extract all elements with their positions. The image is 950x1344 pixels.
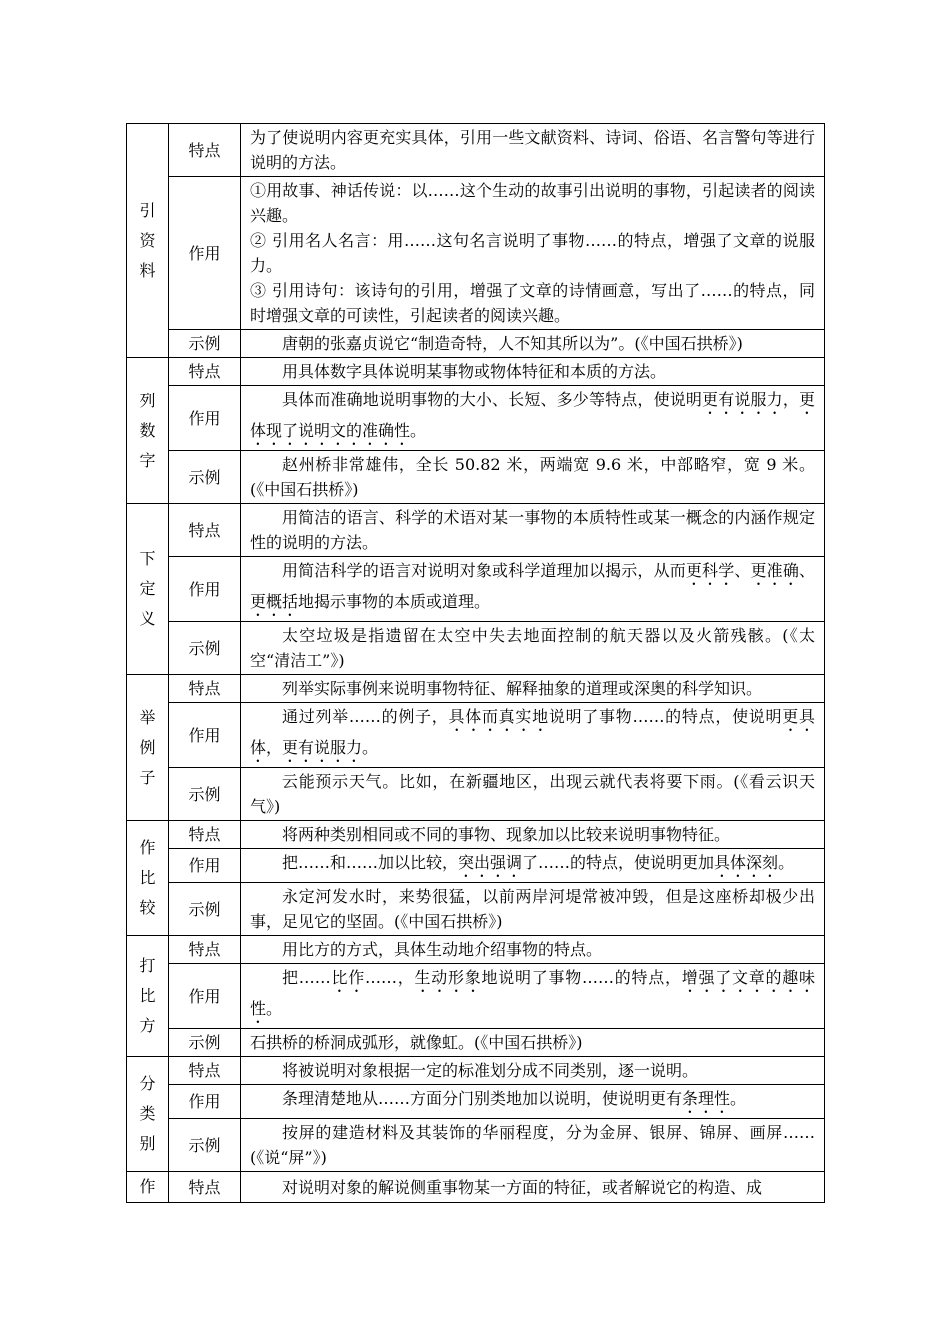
content-paragraph: [250, 937, 815, 962]
table-row: [127, 1119, 825, 1172]
table-row: [127, 622, 825, 675]
emphasized-text: 比作: [330, 968, 365, 987]
table-row: [127, 768, 825, 821]
emphasized-text: 更具体，更有说服力: [250, 707, 815, 757]
text-segment: 将被说明对象根据一定的标准划分成不同类别，逐一说明。: [282, 1061, 699, 1080]
function-label: 作用: [169, 557, 241, 622]
text-segment: 说明了事物……的特点，使说明: [548, 707, 783, 726]
text-segment: 通过列举……的例子，: [282, 707, 449, 726]
method-category-cell: [127, 936, 169, 1057]
emphasized-text: 突出强调: [458, 853, 523, 872]
table-row: [127, 177, 825, 330]
text-segment: 按屏的建造材料及其装饰的华丽程度，分为金屏、银屏、锦屏、画屏……(《说“屏”》): [250, 1123, 815, 1167]
feature-label: 特点: [169, 1057, 241, 1085]
emphasized-text: 增强了文章的趣味性: [250, 968, 815, 1018]
text-segment: ①用故事、神话传说：以……这个生动的故事引出说明的事物，引起读者的阅读兴趣。: [250, 181, 815, 225]
text-segment: 唐朝的张嘉贞说它“制造奇特，人不知其所以为”。(《中国石拱桥》): [282, 334, 743, 353]
function-label: 作用: [169, 177, 241, 330]
function-content: [241, 557, 825, 622]
example-content: [241, 330, 825, 358]
table-row: [127, 124, 825, 177]
feature-content: [241, 936, 825, 964]
method-name: 下定义: [139, 549, 156, 628]
content-paragraph: [250, 704, 815, 766]
feature-label: 特点: [169, 124, 241, 177]
method-category-cell: [127, 124, 169, 358]
table-row: [127, 703, 825, 768]
feature-label: 特点: [169, 504, 241, 557]
text-segment: 。: [362, 738, 379, 757]
feature-content: [241, 358, 825, 386]
example-label: 示例: [169, 622, 241, 675]
emphasized-text: 更有说服力，更体现了说明文的准确性: [250, 390, 815, 440]
method-name: 举例子: [139, 707, 156, 787]
content-paragraph: [250, 884, 815, 934]
example-label: 示例: [169, 451, 241, 504]
content-paragraph: [250, 1058, 815, 1083]
method-category-cell: [127, 675, 169, 821]
text-segment: ② 引用名人名言：用……这句名言说明了事物……的特点，增强了文章的说服力。: [250, 231, 815, 275]
feature-label: 特点: [169, 675, 241, 703]
text-segment: 用简洁的语言、科学的术语对某一事物的本质特性或某一概念的内涵作规定性的说明的方法。: [250, 508, 815, 552]
feature-content: [241, 675, 825, 703]
content-paragraph: [250, 769, 815, 819]
emphasized-text: 具体而真实地: [448, 707, 549, 726]
feature-content: [241, 1057, 825, 1085]
table-row: [127, 883, 825, 936]
table-row: [127, 1057, 825, 1085]
content-paragraph: [250, 278, 815, 328]
feature-content: [241, 504, 825, 557]
text-segment: 。: [266, 999, 283, 1018]
text-segment: 太空垃圾是指遗留在太空中失去地面控制的航天器以及火箭残骸。(《太空“清洁工”》): [250, 626, 815, 670]
content-paragraph: [250, 850, 815, 881]
content-paragraph: [250, 505, 815, 555]
example-label: 示例: [169, 330, 241, 358]
table-row: [127, 1029, 825, 1057]
text-segment: 了……的特点，使说明更加: [522, 853, 715, 872]
table-row: [127, 1085, 825, 1119]
example-label: 示例: [169, 768, 241, 821]
method-category-cell: [127, 1172, 169, 1203]
content-paragraph: [250, 1030, 815, 1055]
method-name: 作: [139, 1177, 156, 1196]
feature-content: [241, 821, 825, 849]
example-content: [241, 1029, 825, 1057]
text-segment: 将两种类别相同或不同的事物、现象加以比较来说明事物特征。: [282, 825, 731, 844]
example-label: 示例: [169, 883, 241, 936]
example-content: [241, 1119, 825, 1172]
text-segment: 对说明对象的解说侧重事物某一方面的特征，或者解说它的构造、成: [282, 1177, 763, 1197]
text-segment: 把……: [282, 968, 331, 987]
emphasized-text: 条理性: [682, 1089, 731, 1108]
function-label: 作用: [169, 386, 241, 451]
text-segment: 具体而准确地说明事物的大小、长短、多少等特点，使说明: [282, 390, 703, 409]
text-segment: 石拱桥的桥洞成弧形，就像虹。(《中国石拱桥》): [250, 1033, 583, 1052]
method-name: 列数字: [139, 390, 156, 470]
method-name: 引资料: [139, 200, 156, 280]
text-segment: 用比方的方式，具体生动地介绍事物的特点。: [282, 940, 603, 959]
table-row: [127, 1172, 825, 1203]
text-segment: ……，: [365, 968, 415, 987]
content-paragraph: [250, 359, 815, 384]
feature-label: 特点: [169, 1172, 241, 1203]
table-row: [127, 386, 825, 451]
function-content: [241, 1085, 825, 1119]
method-category-cell: [127, 358, 169, 504]
method-category-cell: [127, 504, 169, 675]
text-segment: 用具体数字具体说明某事物或物体特征和本质的方法。: [282, 362, 667, 381]
content-paragraph: [250, 965, 815, 1027]
emphasized-text: 更科学、更准确、更概括: [250, 561, 815, 611]
feature-label: 特点: [169, 936, 241, 964]
method-category-cell: [127, 1057, 169, 1172]
content-paragraph: [250, 452, 815, 502]
content-paragraph: [250, 331, 815, 356]
method-category-cell: [127, 821, 169, 936]
example-content: [241, 768, 825, 821]
example-content: [241, 883, 825, 936]
table-row: [127, 936, 825, 964]
emphasized-text: 生动形象: [414, 968, 482, 987]
content-paragraph: [250, 676, 815, 701]
function-content: [241, 964, 825, 1029]
example-label: 示例: [169, 1029, 241, 1057]
text-segment: 。: [410, 421, 427, 440]
text-segment: 用简洁科学的语言对说明对象或科学道理加以揭示，从而: [282, 561, 686, 580]
content-paragraph: [250, 1120, 815, 1170]
table-row: [127, 451, 825, 504]
example-content: [241, 451, 825, 504]
function-content: [241, 386, 825, 451]
function-label: 作用: [169, 703, 241, 768]
content-paragraph: [250, 178, 815, 228]
content-paragraph: [250, 822, 815, 847]
text-segment: 地揭示事物的本质或道理。: [298, 592, 491, 611]
function-label: 作用: [169, 1085, 241, 1119]
text-segment: 把……和……加以比较，: [282, 853, 459, 872]
method-name: 打比方: [139, 956, 156, 1035]
function-content: [241, 177, 825, 330]
content-paragraph: [250, 558, 815, 620]
text-segment: 云能预示天气。比如，在新疆地区，出现云就代表将要下雨。(《看云识天气》): [250, 772, 815, 816]
text-segment: 。: [778, 853, 795, 872]
text-segment: ③ 引用诗句：该诗句的引用，增强了文章的诗情画意，写出了……的特点，同时增强文章的可读性，引起读者的阅读兴趣。: [250, 281, 815, 325]
function-content: [241, 703, 825, 768]
table-row: [127, 330, 825, 358]
function-content: [241, 849, 825, 883]
table-row: [127, 557, 825, 622]
table-row: [127, 849, 825, 883]
text-segment: 赵州桥非常雄伟，全长 50.82 米，两端宽 9.6 米，中部略窄，宽 9 米。(《中国石拱桥》): [250, 455, 815, 499]
emphasized-text: 具体深刻: [714, 853, 779, 872]
method-name: 作比较: [139, 838, 156, 917]
feature-content: [241, 124, 825, 177]
content-paragraph: [250, 228, 815, 278]
content-paragraph: [250, 623, 815, 673]
text-segment: 条理清楚地从……方面分门别类地加以说明，使说明更有: [282, 1089, 683, 1108]
function-label: 作用: [169, 849, 241, 883]
table-row: [127, 504, 825, 557]
feature-label: 特点: [169, 358, 241, 386]
function-label: 作用: [169, 964, 241, 1029]
text-segment: 地说明了事物……的特点，: [481, 968, 682, 987]
feature-label: 特点: [169, 821, 241, 849]
content-paragraph: [250, 1175, 815, 1200]
method-name: 分类别: [139, 1074, 156, 1153]
feature-content: [241, 1172, 825, 1203]
content-paragraph: [250, 1086, 815, 1117]
example-content: [241, 622, 825, 675]
content-paragraph: [250, 125, 815, 175]
table-row: [127, 964, 825, 1029]
text-segment: 列举实际事例来说明事物特征、解释抽象的道理或深奥的科学知识。: [282, 679, 763, 698]
text-segment: 为了使说明内容更充实具体，引用一些文献资料、诗词、俗语、名言警句等进行说明的方法。: [250, 128, 815, 172]
text-segment: 永定河发水时，来势很猛，以前两岸河堤常被冲毁，但是这座桥却极少出事，足见它的坚固。(《中国石拱桥》): [250, 887, 815, 931]
table-row: [127, 821, 825, 849]
content-paragraph: [250, 387, 815, 449]
table-row: [127, 358, 825, 386]
explanation-methods-table: [126, 123, 825, 1203]
text-segment: 。: [730, 1089, 747, 1108]
example-label: 示例: [169, 1119, 241, 1172]
table-row: [127, 675, 825, 703]
